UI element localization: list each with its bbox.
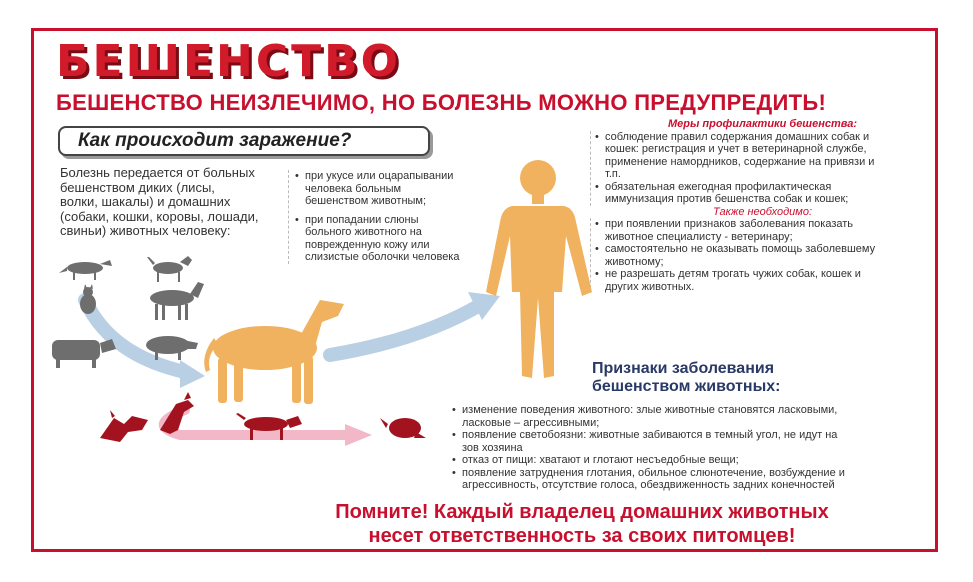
page-subtitle: БЕШЕНСТВО НЕИЗЛЕЧИМО, НО БОЛЕЗНЬ МОЖНО ПРЕДУПРЕДИТЬ! xyxy=(56,90,827,115)
arrow-dog-to-human-icon xyxy=(330,305,480,355)
intro-line: Болезнь передается от больных xyxy=(60,165,255,180)
sign-item: • изменение поведения животного: злые животные становятся ласковыми, ласковые – агрессивными; xyxy=(452,404,932,429)
also-title: Также необходимо: xyxy=(712,205,813,218)
footer-reminder: Помните! Каждый владелец домашних животных несет ответственность за своих питомцев! xyxy=(335,501,829,547)
infection-way: • при попадании слюны больного животного на поврежденную кожу или слизистые оболочки человека xyxy=(295,214,505,264)
also-item: • не разрешать детям трогать чужих собак, кошек и других животных. xyxy=(595,268,935,293)
intro-line: волки, шакалы) и домашних xyxy=(60,194,231,209)
arrow-head-icon xyxy=(180,360,205,388)
infection-question: Как происходит заражение? xyxy=(78,130,352,151)
intro-line: (собаки, кошки, коровы, лошади, xyxy=(60,208,259,224)
cat-silhouette-icon xyxy=(80,284,96,314)
prevention-item: • соблюдение правил содержания домашних собак и кошек: регистрация и учет в ветеринарной службе, применение намордников, содержание на привязи и т.п. xyxy=(595,131,935,181)
intro-line: бешенством диких (лисы, xyxy=(60,179,215,195)
horse-silhouette-icon xyxy=(150,282,204,320)
dog-silhouette-icon xyxy=(147,256,192,282)
sick-animal-icon xyxy=(380,418,426,438)
healthy-dog-icon xyxy=(204,300,344,404)
also-item: • при появлении признаков заболевания показать животное специалисту - ветеринару; xyxy=(595,218,935,243)
prevention-item: • обязательная ежегодная профилактическая иммунизация против бешенства собак и кошек; xyxy=(595,181,935,206)
arrow-wild-to-dog-icon xyxy=(85,300,185,372)
sign-item: • отказ от пищи: хватают и глотают несъедобные вещи; xyxy=(452,454,932,467)
human-figure-icon xyxy=(486,160,592,378)
intro-line: свиньи) животных человеку: xyxy=(60,223,231,238)
fox-silhouette-icon xyxy=(59,260,112,280)
prevention-title: Меры профилактики бешенства: xyxy=(667,118,858,130)
sign-item: • появление затруднения глотания, обильное слюнотечение, возбуждение и агрессивность, отсутствие голоса, обездвиженность задних конечностей xyxy=(452,467,932,492)
signs-title: Признаки заболевания бешенством животных: xyxy=(592,360,781,395)
cow-silhouette-icon xyxy=(52,339,116,368)
also-item: • самостоятельно не оказывать помощь заболевшему животному; xyxy=(595,243,935,268)
arrow-head-icon xyxy=(345,424,372,446)
page-title: БЕШЕНСТВО xyxy=(56,36,402,87)
sign-item: • появление светобоязни: животные забиваются в темный угол, не идут на зов хозяина xyxy=(452,429,932,454)
sick-animal-icon xyxy=(100,410,148,442)
infection-way: • при укусе или оцарапывании человека больным бешенством животным; xyxy=(295,170,505,208)
